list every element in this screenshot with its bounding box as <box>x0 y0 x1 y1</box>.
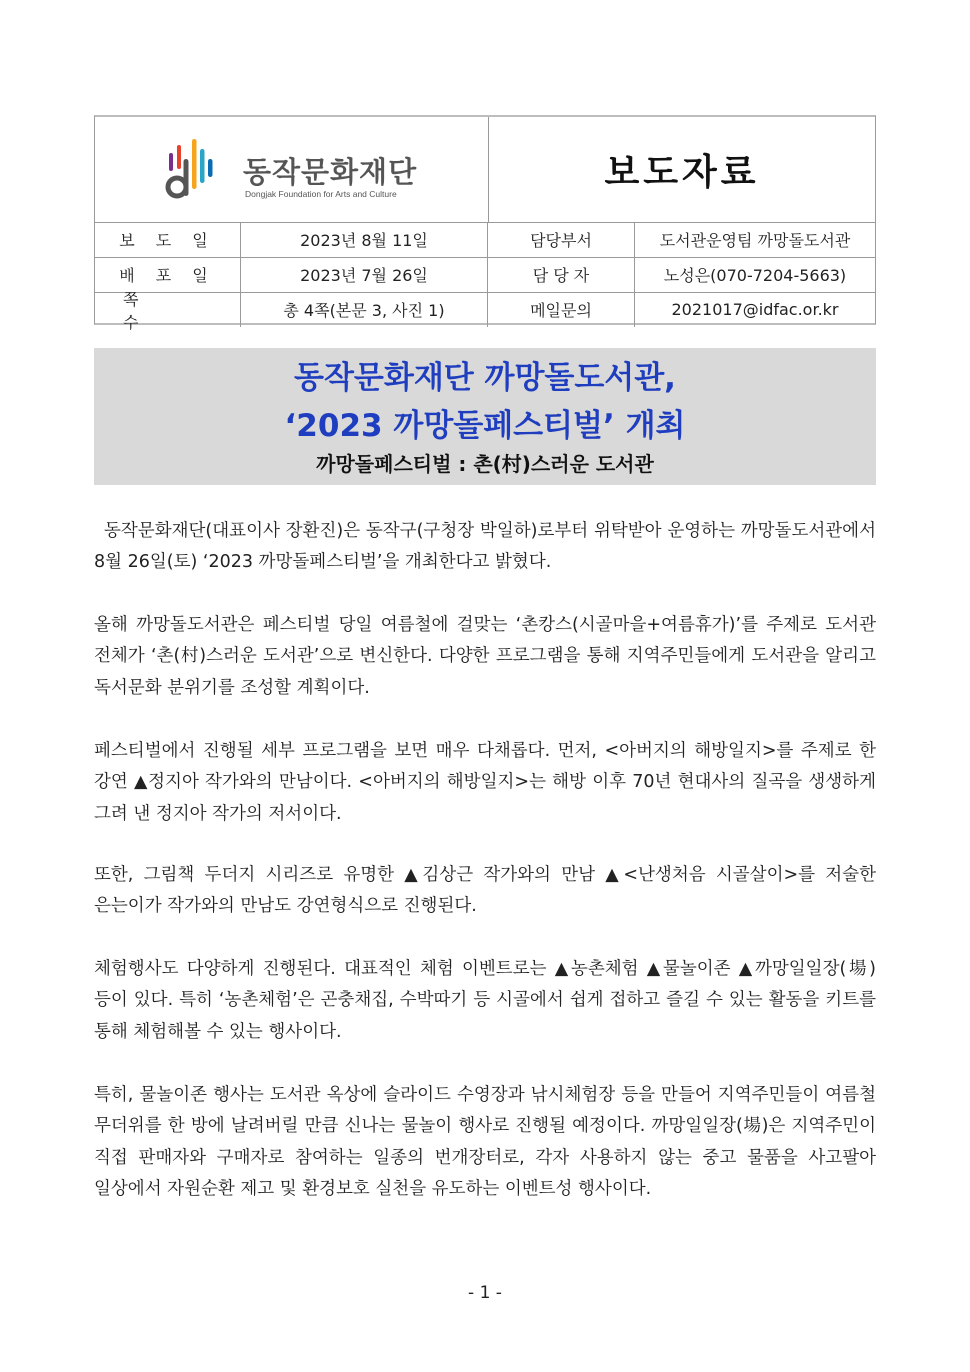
body-paragraph: 체험행사도 다양하게 진행된다. 대표적인 체험 이벤트로는 ▲농촌체험 ▲물놀이존 ▲까망일일장(場) 등이 있다. 특히 ‘농촌체험’은 곤충채집, 수박따기 등 시골에서 쉽게 접하고 즐길 수 있는 활동을 키트를 통해 체험해볼 수 있는 행사이다. <box>94 959 876 1042</box>
info-row <box>95 222 875 258</box>
doc-type-cell <box>489 117 875 222</box>
info-label: 메일문의 <box>488 292 635 327</box>
body-paragraph: 동작문화재단(대표이사 장환진)은 동작구(구청장 박일하)로부터 위탁받아 운영하는 까망돌도서관에서 8월 26일(토) ‘2023 까망돌페스티벌’을 개최한다고 밝혔다. <box>94 521 876 573</box>
doc-type: 보도자료 <box>604 152 760 193</box>
info-label: 보 도 일 <box>95 222 241 257</box>
body-paragraph: 페스티벌에서 진행될 세부 프로그램을 보면 매우 다채롭다. 먼저, <아버지의 해방일지>를 주제로 한 강연 ▲정지아 작가와의 만남이다. <아버지의 해방일지>는 해방 이후 70년 현대사의 질곡을 생생하게 그려 낸 정지아 작가의 저서이다. <box>94 741 876 824</box>
info-label: 담 당 자 <box>488 257 635 292</box>
body-paragraph: 올해 까망돌도서관은 페스티벌 당일 여름철에 걸맞는 ‘촌캉스(시골마을+여름휴가)’를 주제로 도서관 전체가 ‘촌(村)스러운 도서관’으로 변신한다. 다양한 프로그램을 통해 지역주민들에게 도서관을 알리고 독서문화 분위기를 조성할 계획이다. <box>94 615 876 698</box>
info-label: 담당부서 <box>488 222 635 257</box>
header-table <box>94 115 876 332</box>
body-paragraph: 또한, 그림책 두더지 시리즈로 유명한 ▲김상근 작가와의 만남 ▲<난생처음 시골살이>를 저술한 은는이가 작가와의 만남도 강연형식으로 진행된다. <box>94 865 876 917</box>
body-paragraph: 특히, 물놀이존 행사는 도서관 옥상에 슬라이드 수영장과 낚시체험장 등을 만들어 지역주민들이 여름철 무더위를 한 방에 날려버릴 만큼 신나는 물놀이 행사로 진행될 예정이다. 까망일일장(場)은 지역주민이 직접 판매자와 구매자로 참여하는 일종의 번개장터로, 각자 사용하지 않는 중고 물품을 사고팔아 일상에서 자원순환 제고 및 환경보호 실천을 유도하는 이벤트성 행사이다. <box>94 1085 876 1199</box>
info-value: 2023년 7월 26일 <box>241 257 488 292</box>
info-value: 2023년 8월 11일 <box>241 222 488 257</box>
org-name: 동작문화재단 <box>243 155 418 189</box>
page-number: - 1 - <box>468 1283 502 1303</box>
info-value: 총 4쪽(본문 3, 사진 1) <box>241 292 488 327</box>
info-value: 노성은(070-7204-5663) <box>663 266 847 285</box>
info-label: 배 포 일 <box>95 257 241 292</box>
info-value: 도서관운영팀 까망돌도서관 <box>659 231 851 250</box>
headline-line1: 동작문화재단 까망돌도서관, <box>294 360 676 396</box>
headline-subtitle: 까망돌페스티벌 : 촌(村)스러운 도서관 <box>316 452 654 476</box>
headline-box <box>94 348 876 485</box>
info-row <box>95 289 875 332</box>
logo-mark-icon <box>165 137 215 203</box>
header-top <box>95 117 875 223</box>
org-name-en: Dongjak Foundation for Arts and Culture <box>245 189 397 199</box>
info-label: 쪽 수 <box>95 292 241 327</box>
logo-cell <box>95 117 489 222</box>
headline-line2: ‘2023 까망돌페스티벌’ 개최 <box>284 408 686 444</box>
email-link[interactable]: 2021017@idfac.or.kr <box>671 300 839 319</box>
